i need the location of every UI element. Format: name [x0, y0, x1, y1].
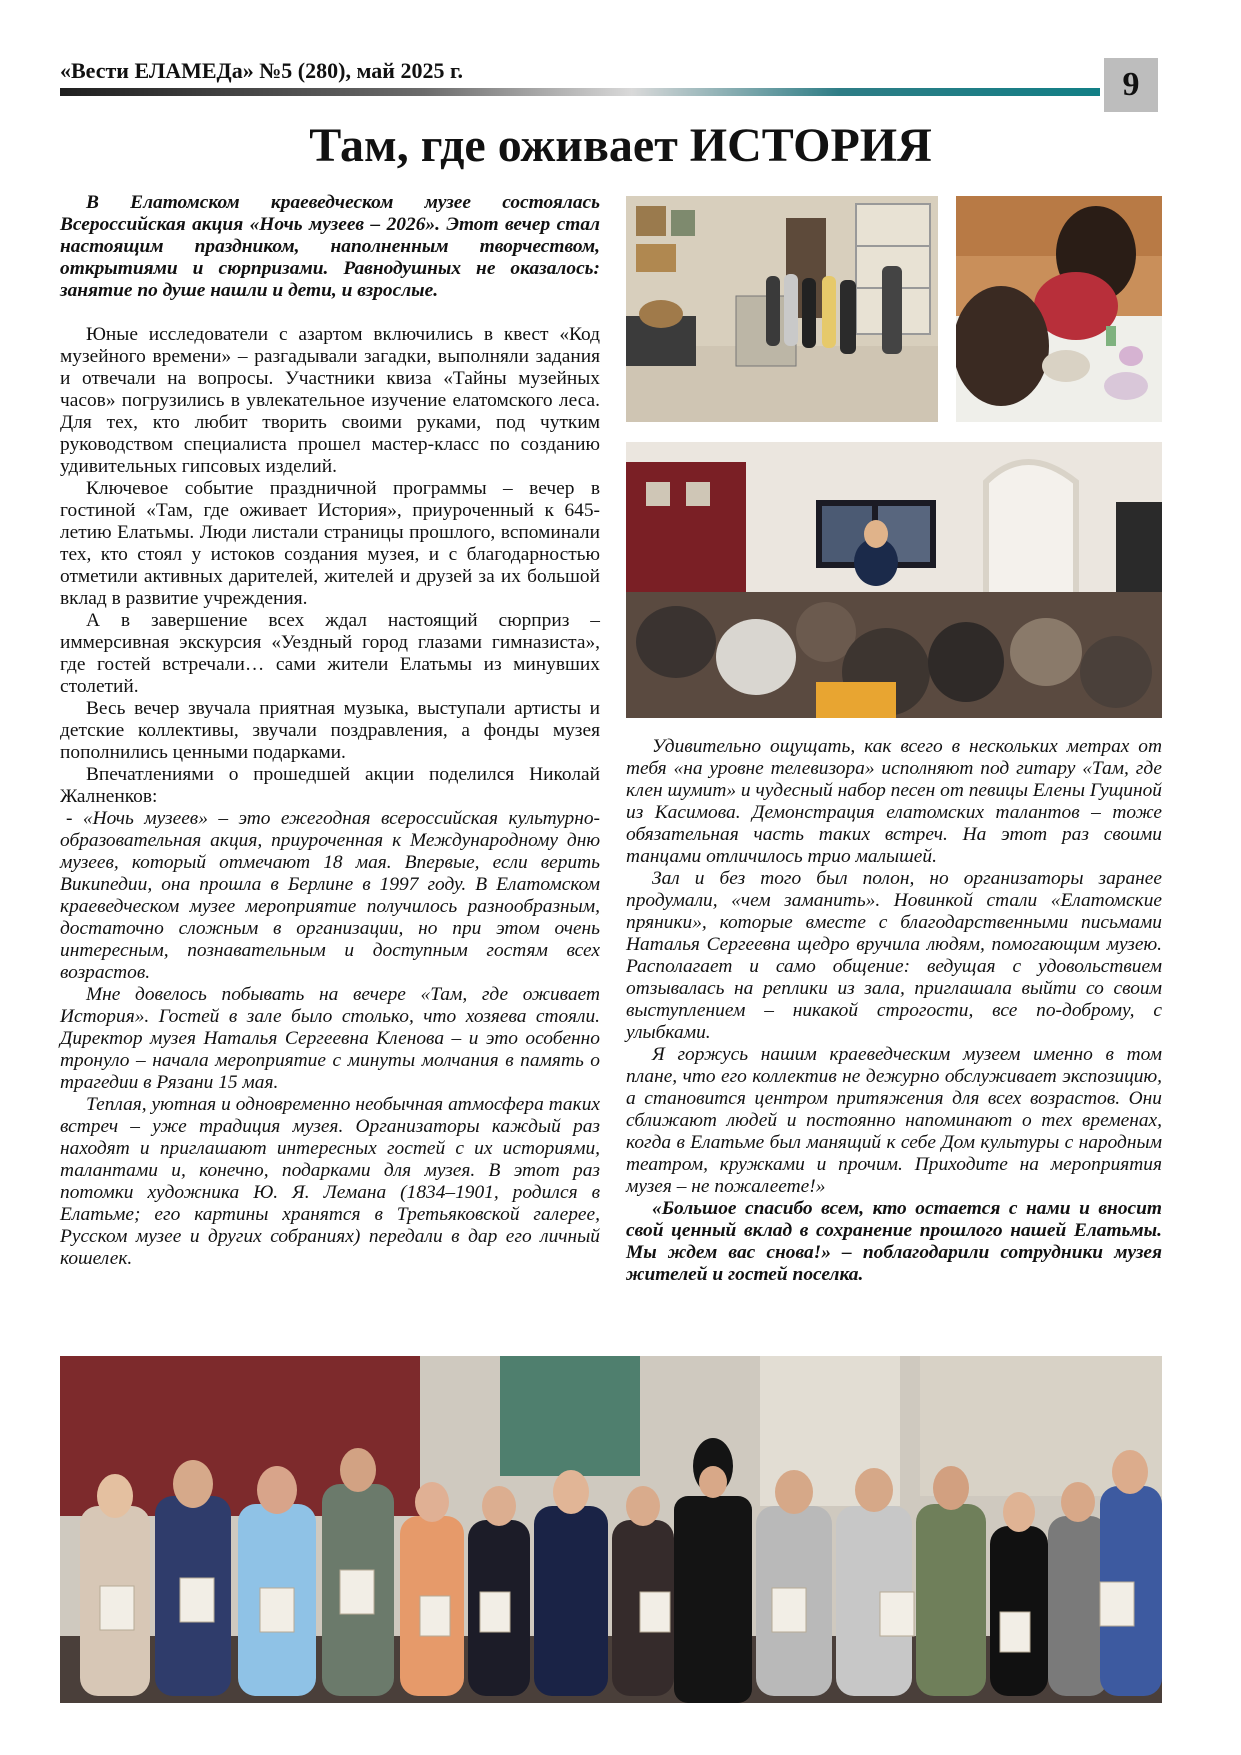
header-rule	[60, 88, 1100, 96]
quote-paragraph: Удивительно ощущать, как всего в нескольких метрах от тебя «на уровне телевизора» исполняют под гитару «Там, где клен шумит» и чудесный набор песен от певицы Елены Гущиной из Касимова. Демонстрация елатомских талантов – тоже обязательная часть таких встреч. На этот раз своими танцами отличилось трио малышей.	[626, 736, 1162, 867]
quote-paragraph: - «Ночь музеев» – это ежегодная всероссийская культурно-образовательная акция, приуроченная к Международному дню музеев, который отмечают 18 мая. Впервые, если верить Википедии, она прошла в Берлине в 1997 году. В Елатомском краеведческом музее мероприятие получилось разнообразным, достаточно сложным в организации, но при этом очень интересным, познавательным и доступным гостям всех возрастов.	[60, 808, 600, 983]
quote-paragraph: Зал и без того был полон, но организаторы заранее продумали, «чем заманить». Новинкой стали «Елатомские пряники», которые вместе с благодарственными письмами Наталья Сергеевна щедро вручила людям, помогающим музею. Располагает и само общение: ведущая с удовольствием отзывалась на реплики из зала, приглашала выйти со своим выступлением – никакой строгости, все по-доброму, с улыбками.	[626, 868, 1162, 1043]
photo-museum-hall	[626, 196, 938, 422]
photo-evening-event	[626, 442, 1162, 718]
page-number: 9	[1104, 58, 1158, 112]
quote-paragraph: Мне довелось побывать на вечере «Там, где оживает История». Гостей в зале было столько, что хозяева стояли. Директор музея Наталья Сергеевна Кленова – и это особенно тронуло – начала мероприятие с минуты молчания в память о трагедии в Рязани 15 мая.	[60, 984, 600, 1093]
paragraph: Ключевое событие праздничной программы – вечер в гостиной «Там, где оживает История», приуроченный к 645-летию Елатьмы. Люди листали страницы прошлого, вспоминали тех, кто стоял у истоков создания музея, и с благодарностью отметили активных дарителей, жителей и друзей за их большой вклад в развитие учреждения.	[60, 478, 600, 609]
masthead: «Вести ЕЛАМЕДа» №5 (280), май 2025 г.	[60, 58, 463, 83]
right-column	[626, 736, 1162, 1286]
paragraph: Юные исследователи с азартом включились в квест «Код музейного времени» – разгадывали загадки, выполняли задания и отвечали на вопросы. Участники квиза «Тайны музейных часов» погрузились в увлекательное изучение елатомского леса. Для тех, кто любит творить своими руками, под чутким руководством специалиста прошел мастер-класс по созданию удивительных гипсовых изделий.	[60, 324, 600, 477]
photo-group-award-ceremony	[60, 1356, 1162, 1703]
quote-paragraph: Теплая, уютная и одновременно необычная атмосфера таких встреч – уже традиция музея. Организаторы каждый раз находят и приглашают интересных гостей с их историями, талантами и, конечно, подарками для музея. В этот раз потомки художника Ю. Я. Лемана (1834–1901, родился в Елатьме; его картины хранятся в Третьяковской галерее, Русском музее и других собраниях) передали в дар его личный кошелек.	[60, 1094, 600, 1269]
article-lead: В Елатомском краеведческом музее состоялась Всероссийская акция «Ночь музеев – 2026». Этот вечер стал настоящим праздником, наполненным творчеством, открытиями и сюрпризами. Равнодушных не оказалось: занятие по душе нашли и дети, и взрослые.	[60, 192, 600, 301]
left-column	[60, 192, 600, 1270]
paragraph: А в завершение всех ждал настоящий сюрприз – иммерсивная экскурсия «Уездный город глазами гимназиста», где гостей встречали… сами жители Елатьмы из минувших столетий.	[60, 610, 600, 697]
closing-paragraph: «Большое спасибо всем, кто остается с нами и вносит свой ценный вклад в сохранение прошлого нашей Елатьмы. Мы ждем вас снова!» – поблагодарили сотрудники музея жителей и гостей поселка.	[626, 1198, 1162, 1285]
photo-master-class	[956, 196, 1162, 422]
quote-paragraph: Я горжусь нашим краеведческим музеем именно в том плане, что его коллектив не дежурно обслуживает экспозицию, а становится центром притяжения для всех возрастов. Они сближают людей и постоянно напоминают о тех временах, когда в Елатьме был манящий к себе Дом культуры с народным театром, кружками и прочим. Приходите на мероприятия музея – не пожалеете!»	[626, 1044, 1162, 1197]
paragraph: Впечатлениями о прошедшей акции поделился Николай Жалненков:	[60, 764, 600, 807]
paragraph: Весь вечер звучала приятная музыка, выступали артисты и детские коллективы, звучали поздравления, а фонды музея пополнились ценными подарками.	[60, 698, 600, 763]
article-title: Там, где оживает ИСТОРИЯ	[309, 119, 932, 172]
